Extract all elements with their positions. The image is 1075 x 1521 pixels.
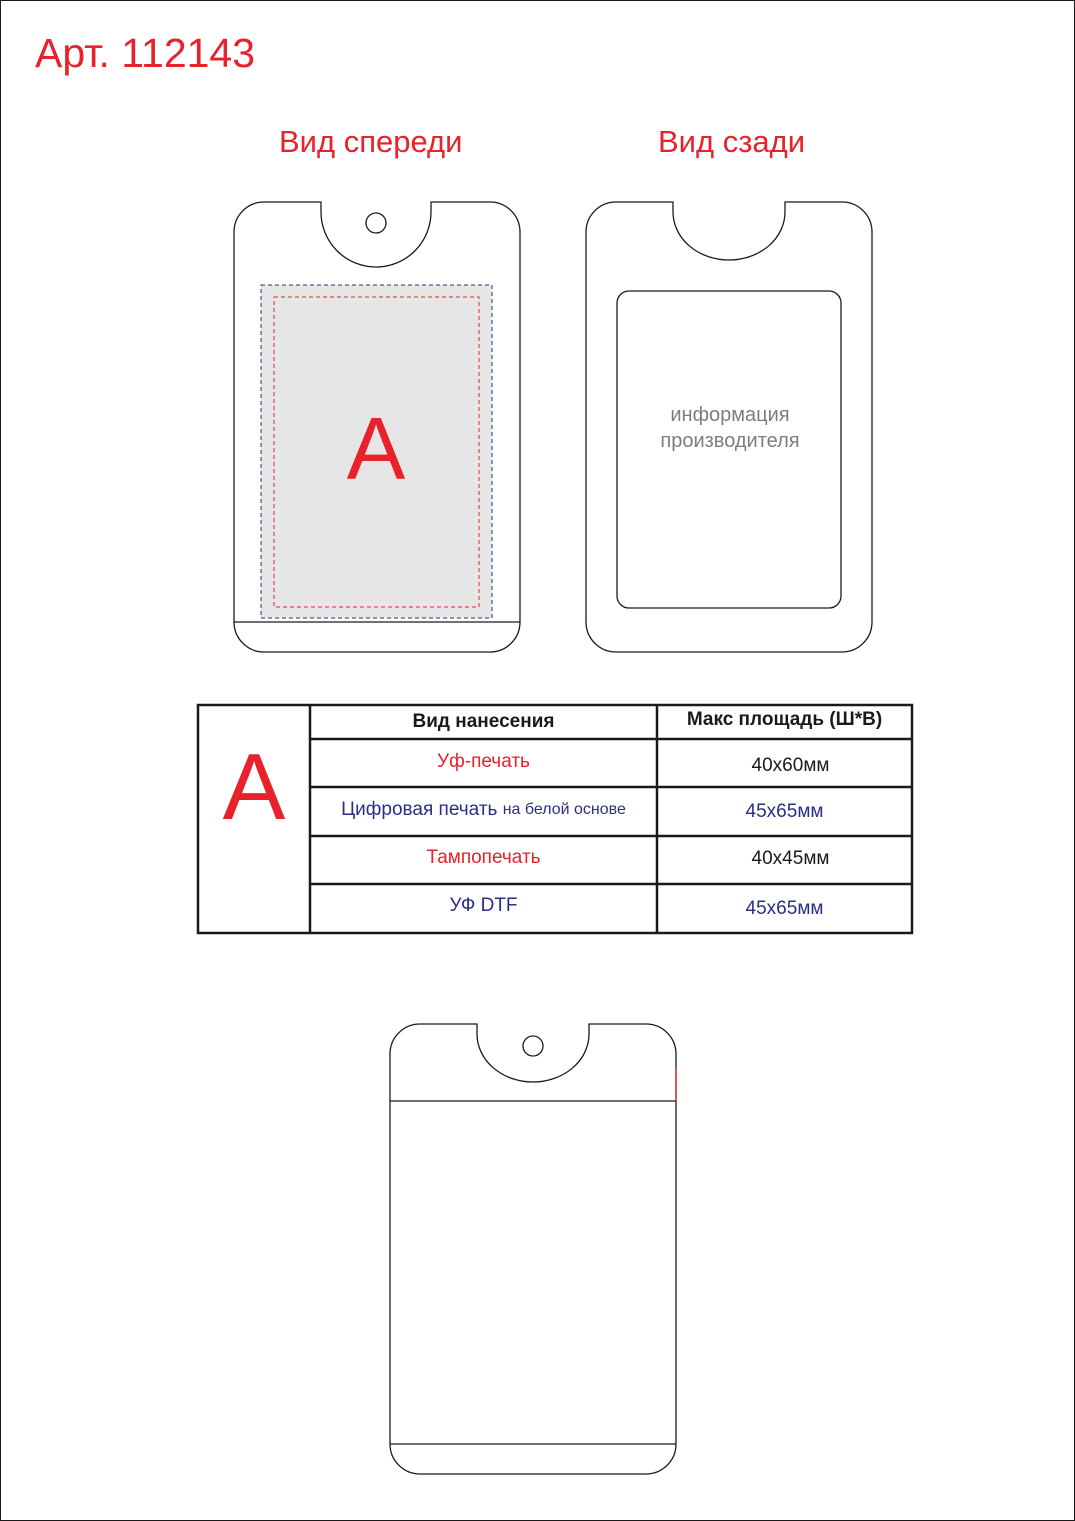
table-header-size: Макс площадь (Ш*В) bbox=[686, 709, 883, 730]
table-row-size: 40х45мм bbox=[751, 848, 830, 869]
back-info-line2: производителя bbox=[660, 430, 800, 452]
front-view-label: Вид спереди bbox=[279, 124, 463, 159]
table-row-size: 40х60мм bbox=[751, 754, 830, 776]
table-row-method: Уф-печать bbox=[437, 750, 530, 772]
front-area-letter: А bbox=[346, 399, 406, 498]
table-row-method-main: Цифровая печать bbox=[341, 799, 498, 820]
table-row-size: 45х65мм bbox=[745, 801, 824, 822]
article-title: Арт. 112143 bbox=[35, 30, 256, 76]
table-header-method: Вид нанесения bbox=[412, 711, 555, 732]
table-row-method bbox=[310, 788, 657, 832]
table-area-letter: А bbox=[222, 734, 286, 839]
back-view-label: Вид сзади bbox=[658, 124, 806, 159]
back-info-line1: информация bbox=[670, 404, 790, 426]
table-row-method: Тампопечать bbox=[426, 846, 541, 868]
table-row-size: 45х65мм bbox=[745, 898, 824, 919]
table-row-method: УФ DTF bbox=[449, 895, 518, 916]
table-row-method-note: на белой основе bbox=[502, 801, 626, 818]
